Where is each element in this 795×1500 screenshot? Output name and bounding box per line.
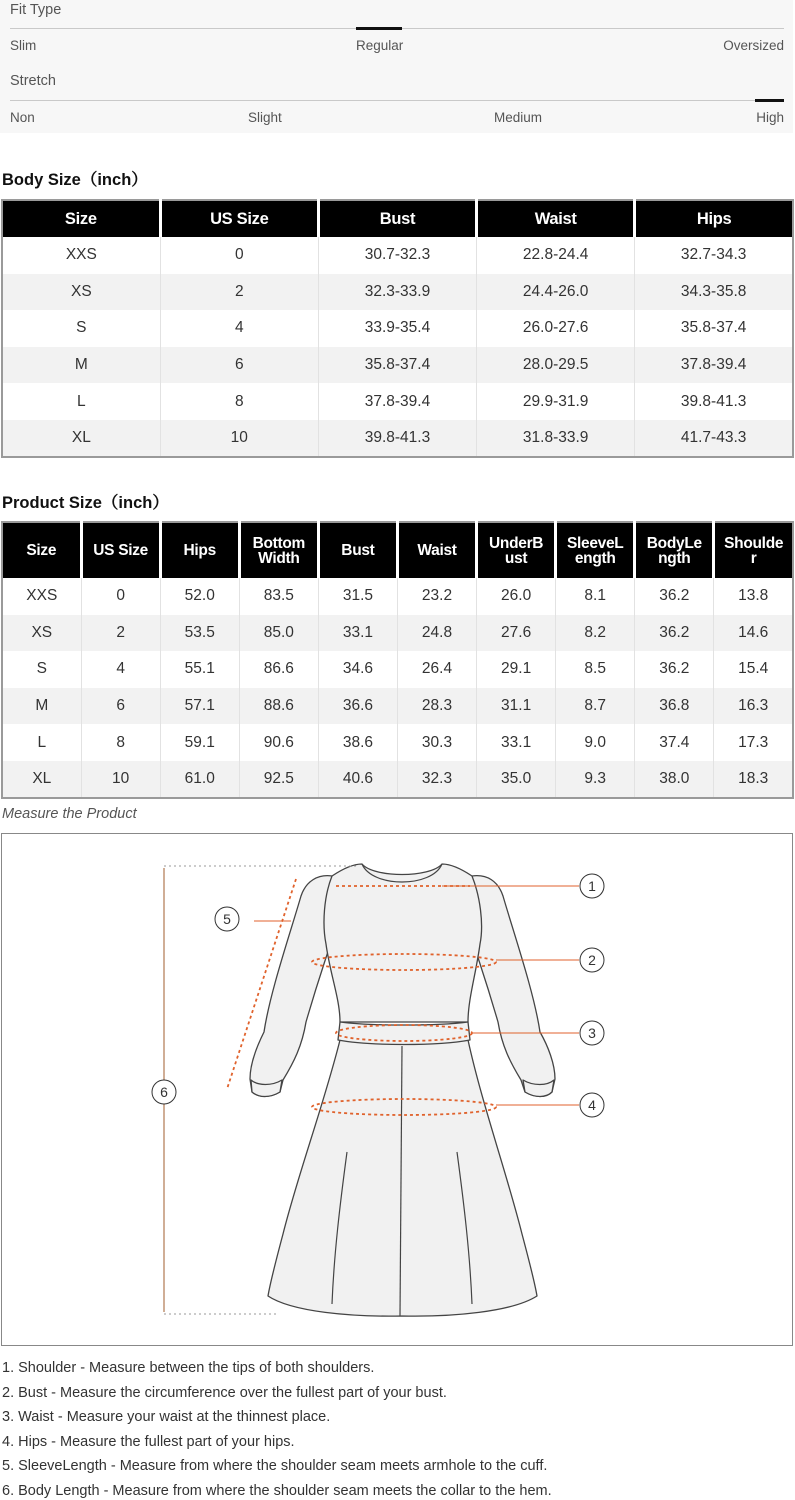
marker-4 (580, 1093, 604, 1117)
fit-panel (0, 0, 793, 133)
table-cell: 55.1 (160, 651, 239, 688)
instruction-body-length: 6. Body Length - Measure from where the shoulder seam meets the collar to the hem. (2, 1482, 552, 1499)
table-cell: 10 (160, 420, 318, 457)
fit-type-option-regular: Regular (356, 38, 404, 53)
marker-5 (215, 907, 239, 931)
column-header: BodyLe ngth (635, 522, 714, 578)
instruction-sleeve-length: 5. SleeveLength - Measure from where the shoulder seam meets armhole to the cuff. (2, 1458, 548, 1474)
table-cell: XXS (2, 237, 160, 274)
fit-type-title: Fit Type (10, 2, 62, 18)
table-cell: 28.0-29.5 (477, 347, 635, 384)
fit-type-option-oversized: Oversized (723, 38, 784, 53)
table-cell: 32.7-34.3 (680, 246, 747, 264)
stretch-selected-marker (755, 99, 784, 102)
table-row (2, 274, 793, 311)
product-size-table (1, 521, 794, 799)
table-cell: 23.2 (397, 578, 476, 615)
table-cell: M (2, 347, 160, 384)
table-cell: XL (2, 761, 81, 798)
marker-2 (580, 948, 604, 972)
waistband (338, 1022, 470, 1045)
table-cell: XS (2, 615, 81, 652)
stretch-scale-line (10, 100, 784, 101)
table-cell: XXS (2, 578, 81, 615)
table-cell: 10 (81, 761, 160, 798)
instruction-waist: 3. Waist - Measure your waist at the thinnest place. (2, 1409, 331, 1425)
table-cell: XL (2, 420, 160, 457)
dress-illustration (2, 834, 794, 1347)
table-cell: 18.3 (714, 761, 793, 798)
table-cell: 29.1 (477, 651, 556, 688)
table-row (2, 578, 793, 615)
table-cell: 24.8 (397, 615, 476, 652)
table-cell: 33.9-35.4 (318, 310, 476, 347)
table-cell: 32.3 (397, 761, 476, 798)
column-header: US Size (81, 522, 160, 578)
table-cell: 37.8-39.4 (318, 383, 476, 420)
column-header: US Size (160, 200, 318, 237)
table-row (2, 237, 793, 274)
table-cell: 34.6 (318, 651, 397, 688)
stretch-option-medium: Medium (494, 110, 543, 125)
table-cell: S (2, 651, 81, 688)
table-cell: 27.6 (477, 615, 556, 652)
table-cell: 31.8-33.9 (477, 420, 635, 457)
table-row (2, 688, 793, 725)
table-cell: 86.6 (239, 651, 318, 688)
column-header: Hips (160, 522, 239, 578)
table-cell: 32.3-33.9 (318, 274, 476, 311)
table-cell: 33.1 (477, 724, 556, 761)
table-cell: 30.3 (397, 724, 476, 761)
table-cell: 9.0 (556, 724, 635, 761)
svg-text:6: 6 (160, 1084, 168, 1100)
table-cell: 31.1 (477, 688, 556, 725)
stretch-option-slight: Slight (248, 110, 282, 125)
table-row (2, 651, 793, 688)
table-cell: 35.0 (477, 761, 556, 798)
table-cell: 34.3-35.8 (635, 274, 793, 311)
table-cell: 59.1 (160, 724, 239, 761)
table-cell: 30.7-32.3 (318, 237, 476, 274)
stretch-option-high: High (756, 110, 784, 125)
table-cell: 26.4 (397, 651, 476, 688)
table-cell: 24.4-26.0 (477, 274, 635, 311)
column-header: SleeveL ength (556, 522, 635, 578)
svg-text:3: 3 (588, 1025, 596, 1041)
table-cell: 28.3 (397, 688, 476, 725)
table-cell: 92.5 (239, 761, 318, 798)
marker-1 (580, 874, 604, 898)
svg-text:5: 5 (223, 911, 231, 927)
table-cell: 8.7 (556, 688, 635, 725)
column-header: UnderB ust (477, 522, 556, 578)
table-cell: 26.0 (477, 578, 556, 615)
table-cell: 38.0 (635, 761, 714, 798)
table-row (2, 420, 793, 457)
column-header: Size (2, 522, 81, 578)
table-cell: M (2, 688, 81, 725)
table-cell: 8.1 (556, 578, 635, 615)
measure-caption: Measure the Product (2, 806, 137, 822)
measurement-diagram (1, 833, 793, 1346)
fit-type-option-slim: Slim (10, 38, 37, 53)
table-row (2, 310, 793, 347)
table-cell: 2 (160, 274, 318, 311)
table-cell: 15.4 (738, 660, 769, 678)
table-cell: L (2, 383, 160, 420)
table-cell: 83.5 (239, 578, 318, 615)
stretch-option-non: Non (10, 110, 35, 125)
instruction-hips: 4. Hips - Measure the fullest part of your hips. (2, 1433, 295, 1450)
table-cell: 85.0 (239, 615, 318, 652)
bodice (324, 864, 482, 1022)
svg-text:2: 2 (588, 952, 596, 968)
table-cell: 90.6 (239, 724, 318, 761)
svg-text:1: 1 (588, 878, 596, 894)
measurement-instructions (2, 1358, 552, 1500)
column-header: Hips (635, 200, 793, 237)
table-cell: 6 (81, 688, 160, 725)
table-row (2, 347, 793, 384)
table-cell: 61.0 (160, 761, 239, 798)
column-header: Waist (397, 522, 476, 578)
table-cell: 6 (160, 347, 318, 384)
table-cell: 35.8-37.4 (318, 347, 476, 384)
table-cell: 0 (81, 578, 160, 615)
instruction-shoulder: 1. Shoulder - Measure between the tips of both shoulders. (2, 1360, 375, 1376)
body-size-title: Body Size（inch） (2, 171, 148, 189)
table-cell: 36.2 (635, 651, 714, 688)
table-cell: 8 (81, 724, 160, 761)
table-cell: 13.8 (738, 587, 769, 605)
table-header-row (2, 200, 793, 237)
table-cell: 36.2 (635, 578, 714, 615)
table-cell: 41.7-43.3 (635, 420, 793, 457)
table-cell: 26.0-27.6 (477, 310, 635, 347)
table-row (2, 724, 793, 761)
table-cell: S (2, 310, 160, 347)
table-cell: 4 (81, 651, 160, 688)
table-cell: 8.2 (556, 615, 635, 652)
table-cell: 40.6 (318, 761, 397, 798)
table-cell: 33.1 (318, 615, 397, 652)
table-cell: 52.0 (160, 578, 239, 615)
table-cell: 35.8-37.4 (680, 319, 747, 337)
marker-3 (580, 1021, 604, 1045)
table-cell: 36.6 (318, 688, 397, 725)
table-cell: 8.5 (556, 651, 635, 688)
table-cell: 57.1 (160, 688, 239, 725)
stretch-title: Stretch (10, 73, 56, 89)
skirt (268, 1040, 537, 1316)
column-header: Bust (318, 522, 397, 578)
table-row (2, 383, 793, 420)
table-row (2, 761, 793, 798)
table-cell: 37.4 (635, 724, 714, 761)
table-header-row (2, 522, 793, 578)
svg-text:4: 4 (588, 1097, 596, 1113)
table-cell: XS (2, 274, 160, 311)
table-cell: 39.8-41.3 (318, 420, 476, 457)
table-cell: 29.9-31.9 (477, 383, 635, 420)
table-cell: 9.3 (556, 761, 635, 798)
fit-type-selected-marker (356, 27, 402, 30)
table-cell: 0 (160, 237, 318, 274)
table-cell: 38.6 (318, 724, 397, 761)
column-header: Bottom Width (239, 522, 318, 578)
table-cell: 88.6 (239, 688, 318, 725)
table-cell: 16.3 (714, 688, 793, 725)
product-size-title: Product Size（inch） (2, 494, 169, 512)
table-cell: 37.8-39.4 (635, 347, 793, 384)
table-cell: 31.5 (318, 578, 397, 615)
column-header: Shoulde r (714, 522, 793, 578)
instruction-bust: 2. Bust - Measure the circumference over the fullest part of your bust. (2, 1384, 447, 1401)
table-cell: 17.3 (738, 733, 769, 751)
column-header: Waist (477, 200, 635, 237)
table-cell: 36.8 (635, 688, 714, 725)
table-cell: L (2, 724, 81, 761)
table-cell: 4 (160, 310, 318, 347)
table-cell: 22.8-24.4 (477, 237, 635, 274)
marker-6 (152, 1080, 176, 1104)
table-cell: 2 (81, 615, 160, 652)
column-header: Size (2, 200, 160, 237)
table-cell: 53.5 (160, 615, 239, 652)
table-cell: 14.6 (714, 615, 793, 652)
table-row (2, 615, 793, 652)
table-cell: 8 (160, 383, 318, 420)
table-cell: 39.8-41.3 (680, 392, 747, 410)
body-size-table (1, 199, 794, 458)
table-cell: 36.2 (635, 615, 714, 652)
column-header: Bust (318, 200, 476, 237)
